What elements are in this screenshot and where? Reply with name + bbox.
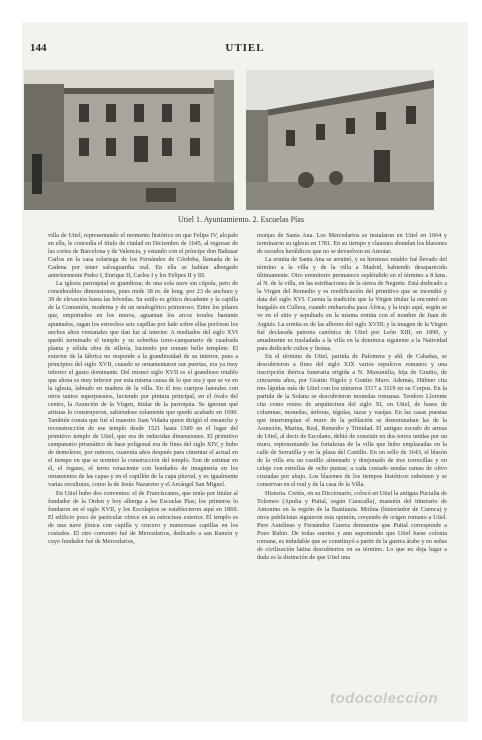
- photo-strip: [24, 70, 434, 210]
- paragraph: En el término de Utiel, partida de Palomera y ald. de Cabañas, se descubrieron a fines del siglo XIX varios sepulcros romanos y una inscripción ibérica funeraria erigida a N. Maxumilia, hija de Grattio, de cincuenta años, por Grattio Nigelo y Grattio Muro. Además, Hübner cita tres lápidas más de Utiel con los números 3317 a 3319 en su Corpus. En la partida de la Solana se descubrieron monedas romanas. Teodoro Llorente cita como restos de arquitectura del siglo XI, en Utiel, de bases de columnas, monedas, ánforas, tégulas, tazas y vasijas. En las casas puestas que interrumpían el muro de la población se denominaban las de la Asunción, Marina, Real, Remedio y Trinidad. El antiguo escudo de armas de Utiel, al decir de Escolano, debió de consistir en dos torres unidas por un muro, representando las fortalezas de la villa que hubo emplazadas en la calle de Serratilla y en la plaza del Castillo. En un sello de 1643, el blasón de la villa era un castillo almenado y donjonado de tres torrecillas y en celaje con estrellas de ocho puntas; a cada costado sendas ramas de olivo cruzadas por abajo. Los blasones de los tiempos históricos subsisten y se conservan en el real y de la casa de la Villa.: [257, 352, 447, 489]
- watermark: todocoleccion: [330, 690, 439, 707]
- paragraph: villa de Utiel, representando el momento histórico en que Felipe IV, alojado en ella, le concedía el título de ciudad en Diciembre de 1645, al regresar de las cortes de Barcelona y de Valencia, y estando con el príncipe don Baltasar Carlos en la casa solariega de los Fernández de Córdoba, llamada de la Cadena por tener salvaguardia real. En ella se habían albergado anteriormente Pedro I, Enrique II, Carlos I y los Felipes II y III.: [48, 232, 238, 280]
- page-header: [30, 42, 460, 56]
- figure-caption: Utiel 1. Ayuntamiento. 2. Escuelas Pías: [178, 215, 304, 224]
- photo-schools: [246, 70, 434, 210]
- paragraph: monjas de Santa Ana. Los Mercedarios se instalaron en Utiel en 1664 y terminaron su iglesia en 1781. En su tiempo y clausura abundan los blasones de escudos heráldicos que no se devuelven en Amotar.: [257, 232, 447, 256]
- page-number: 144: [30, 42, 47, 54]
- paragraph: Historia. Cortés, en su Diccionario, colocó en Utiel la antigua Pucialia de Tolomeo (Apulia y Putial, según Caracalla), mansión del itinerario de Antonino en la región de la Bastitania. Molina (historiador de Cuenca) y otros publicistas siguieron esta opinión, creyendo de origen romano a Utiel. Pero Autelinas y Fernández Guerra demuestra que Putial corresponde a Pozo Rubio. De todas suertes y aun suponiendo que Utiel fuese colonia romana, es indudable que se constituyó a partir de la guerra árabe y en señas de civilización latina descubiertos en su término. Lo que no deja lugar a duda es la distinción de que Utiel una: [257, 489, 447, 561]
- paragraph: La iglesia parroquial es grandiosa; de una sola nave sin cúpula, pero de considerables dimensiones, pues mide 38 m. de long. por 23 de anchura y 39 de elevación hasta las bóvedas. Su estilo es gótico decadente y la capilla de la Comunión, moderna y de un seudogótico primoroso. Entre los pilares que, empotrados en los muros, aguantan los arcos torales bastante apuntados, ragan los estrechos seis capillas por lado sobre ellas perforan los anchos altos ventanales que dan luz al interior. A mediados del siglo XVI quedó terminado el templo y su soberbia torre-campanario de cuadrada planta y sólida obra de sillería, luciendo por remate bello templete. El exterior de la fábrica no responde a la grandiosidad de su interior, pues a principios del siglo XVII, cuando se ornamentaron sus puertas, era ya muy inferior el gusto dominante. Del mismo siglo XVII es el grandioso retablo que ahora es muy inferior por esta misma causa de lo que era y que se ve en la iglesia, labrado en madera de la villa. En él tres cuerpos laterales con otros tantos superpuestos, luciendo por pintura principal, en el óvalo del centro, la Asunción de la Virgen, titular de la parroquia. Se ignoran qué artistas lo construyeron, sabiéndose solamente que quedó acabado en 1690. También consta que fué el maestro Juan Vidaña quien dirigió el ensanche y reconstrucción de ese templo desde 1521 hasta 1589 en el lugar del primitivo templo de Utiel, que era de reducidas dimensiones. El primitivo campanario prismático de base poligonal era de fines del siglo XIV, y hubo de demolerse, por ruinoso, cuarenta años después para cimentar el actual en el tiempo en que se terminó la construcción del templo. Son de estimar en él, el órgano, el terno renaciente con bordados de imaginería en los ornamentos de las capas y en el capillón de la capa pluvial, y es igualmente varias esculturas, como la de Jesús Nazareno y el Arcángel San Miguel.: [48, 280, 238, 489]
- text-column-left: [48, 232, 238, 546]
- photo-town-hall: [24, 70, 234, 210]
- text-column-right: [257, 232, 447, 562]
- page-title: UTIEL: [225, 42, 265, 54]
- paragraph: En Utiel hubo dos conventos: el de Franciscanos, que tenía por titular al fundador de la Orden y hoy alberga a las Escuelas Pías; los primeros lo fundaron en el siglo XVII, y los Escolapios se establecieron aquí en 1869. El edificio poco de particular ofrece en su estructura exterior. El templo es de una nave jónica con capilla y crucero y numerosas capillas en los costados. El otro convento fué de Mercedarios, dedicado a san Ramón y cuyo fundador fué de Mercedarios,: [48, 489, 238, 545]
- paragraph: La ermita de Santa Ana se arruinó, y su hermoso retablo fué llevado del término a la villa y de la villa a Madrid, habiendo desaparecido últimamente. Otro eremitorio permanece espléndido en el término a 8 kms. al N. de la villa, en las estribaciones de la sierra de Negrete. Está dedicado a la Virgen del Remedio y es reedificación del primitivo que se incendió y data del siglo XVI. Cuenta la tradición que la Virgen titular la encontró un burgalés en Cullera, cuando embarcaba para África, y la trajo aquí, según se ve en el sitio y sepultado en la misma ermita con el nombre de Juan de Argüés. La ermita es de las albores del siglo XVIII; y la imagen de la Virgen fué declarada patrona canónica de Utiel por León XIII, en 1890, y anualmente es trasladada a la villa en la dominica siguiente a la Natividad para dedicarle cultos y fiestas.: [257, 256, 447, 352]
